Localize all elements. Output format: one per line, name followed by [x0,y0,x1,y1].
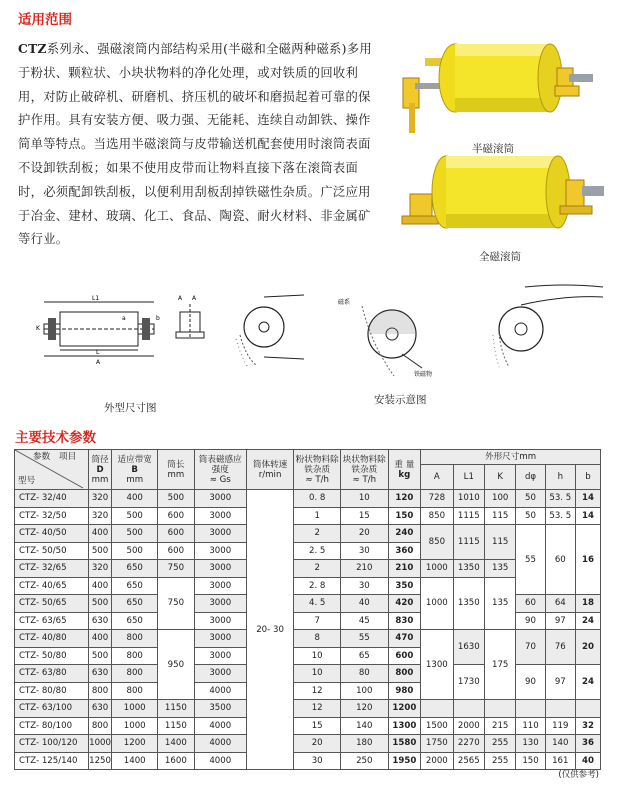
installation-schematic-1 [236,287,306,367]
installation-schematic-2 [338,290,438,380]
header-field-strength: 筒表磁感应强度 ≈ Gs [194,450,246,490]
caption-install-drawing: 安装示意图 [374,394,427,406]
header-belt-width: 适应带宽 B mm [112,450,157,490]
header-b: b [575,465,600,490]
label-magnet-system: 磁系 [338,299,351,306]
intro-text: 系列永、强磁滚筒内部结构采用(半磁和全磁两种磁系)多用于粉状、颗粒状、小块状物料的净化处理，或对铁质的回收利用，对防止破碎机、研磨机、挤压机的破坏和磨损起着可靠的保护作用。具有安装方便、吸力强、无能耗、连续自动卸铁、操作简单等特点。当选用半磁滚筒与皮带输送机配套使用时滚筒表面不设卸铁刮板；如果不使用皮带而让物料直接下落在滚筒表面时，必须配卸铁刮板，以便利用刮板刮掉铁磁性杂质。广泛应用于冶金、建材、玻璃、化工、食品、陶瓷、耐火材料、非金属矿等行业。 [18,42,372,247]
header-param-model [15,450,89,490]
header-speed: 筒体转速 r/min [246,450,294,490]
table-row: CTZ- 50/50 500 500 600 3000 2. 5 30 360 [15,542,601,560]
header-model: 型号 [18,476,36,486]
footnote-reference-only: (仅供参考) [558,770,599,780]
header-diameter: 筒径 D mm [88,450,112,490]
half-magnetic-roller-photo [395,28,605,138]
table-row: CTZ- 125/140 1250 1400 1600 4000 30 250 1950 2000 2565 255 150 161 40 [15,752,601,770]
header-K: K [485,465,516,490]
dim-label-A: A [96,359,101,366]
table-row: CTZ- 40/50 400 500 600 3000 2 20 240 850 1115 115 55 60 16 [15,525,601,543]
table-row: CTZ- 63/80 630 800 3000 10 80 800 1730 90 97 24 [15,665,601,683]
header-weight: 重 量 kg [388,450,420,490]
product-code: CTZ [18,41,47,56]
outline-dimension-drawing [30,290,210,370]
dim-label-K: K [36,325,40,332]
header-param: 参数 [33,452,51,462]
header-L1: L1 [453,465,484,490]
header-d: dφ [516,465,545,490]
dim-label-b: b [156,315,160,322]
table-row: CTZ- 80/80 800 800 4000 12 100 980 [15,682,601,700]
table-row: CTZ- 80/100 800 1000 1150 4000 15 140 1300 1500 2000 215 110 119 32 [15,717,601,735]
dim-label-L1: L1 [92,295,100,302]
dim-label-a: a [122,315,126,322]
installation-schematic-3 [485,283,605,368]
dim-label-A-section: A [178,295,183,302]
header-dimensions: 外形尺寸mm [421,450,601,465]
header-powder-capacity: 粉状物料除铁杂质 ≈ T/h [294,450,341,490]
table-row: CTZ- 50/65 500 650 3000 4. 5 40 420 60 64 18 [15,595,601,613]
header-item: 项目 [59,452,77,462]
dim-label-L: L [96,349,100,356]
spec-table [14,449,601,770]
section-title-specs: 主要技术参数 [15,430,96,446]
caption-full-roller: 全磁滚筒 [479,251,521,263]
caption-half-roller: 半磁滚筒 [472,143,514,155]
full-magnetic-roller-photo [398,150,608,245]
table-header-row-1 [15,450,601,465]
dim-label-A-section-2: A [192,295,197,302]
table-row: CTZ- 32/40 320 400 500 3000 20- 30 0. 8 10 120 728 1010 100 50 53. 5 14 [15,490,601,508]
header-h: h [545,465,575,490]
label-iron-material: 铁磁物 [414,371,433,378]
header-length: 筒长 mm [157,450,194,490]
table-row: CTZ- 63/100 630 1000 1150 3500 12 120 1200 [15,700,601,718]
header-A: A [421,465,453,490]
intro-paragraph [18,37,380,252]
speed-cell: 20- 30 [246,490,294,770]
table-row: CTZ- 63/65 630 650 3000 7 45 830 90 97 24 [15,612,601,630]
table-row: CTZ- 50/80 500 800 3000 10 65 600 [15,647,601,665]
section-title-scope: 适用范围 [18,12,72,28]
table-row: CTZ- 40/80 400 800 950 3000 8 55 470 1300 1630 175 70 76 20 [15,630,601,648]
table-row: CTZ- 100/120 1000 1200 1400 4000 20 180 1580 1750 2270 255 130 140 36 [15,735,601,753]
table-row: CTZ- 40/65 400 650 750 3000 2. 8 30 350 1000 1350 135 [15,577,601,595]
table-row: CTZ- 32/50 320 500 600 3000 1 15 150 850 1115 115 50 53. 5 14 [15,507,601,525]
header-lump-capacity: 块状物料除铁杂质 ≈ T/h [340,450,388,490]
caption-outline-drawing: 外型尺寸图 [104,402,157,414]
table-row: CTZ- 32/65 320 650 750 3000 2 210 210 1000 1350 135 [15,560,601,578]
